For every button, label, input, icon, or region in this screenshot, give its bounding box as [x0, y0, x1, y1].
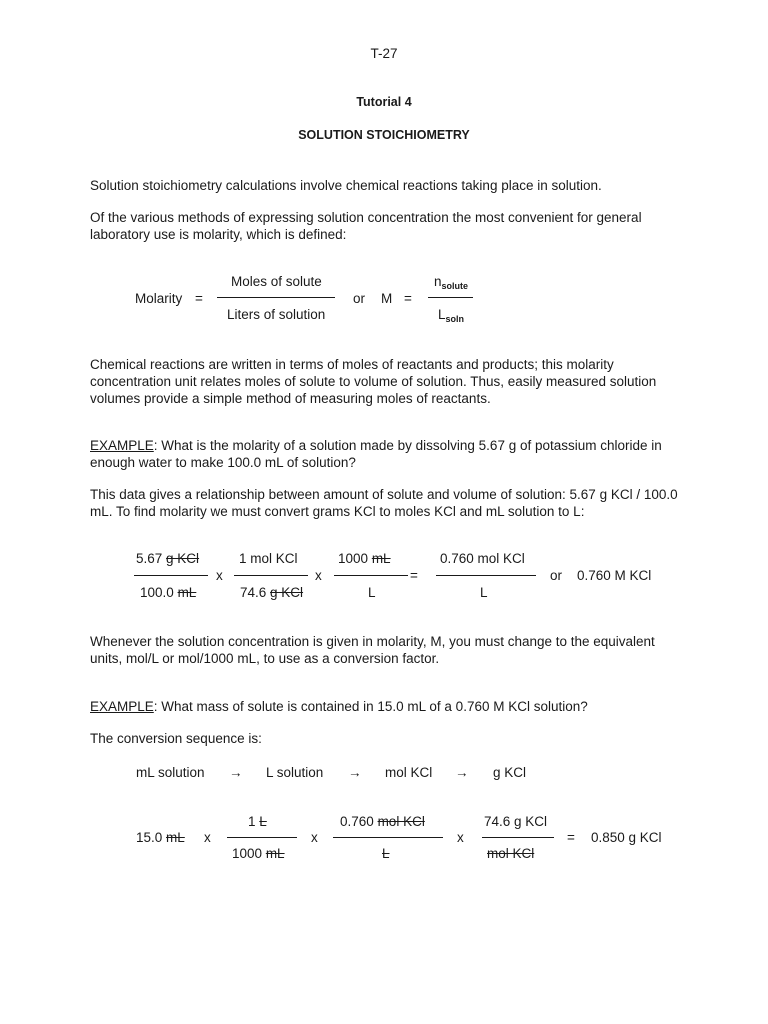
sequence-step: g KCl: [493, 765, 527, 780]
paragraph-molarity-conversion: Whenever the solution concentration is given in molarity, M, you must change to the equivalent units, mol/L or mol/1000 mL, to use as a conversion factor.: [90, 634, 655, 666]
denominator: 1000 mL: [232, 846, 285, 861]
example-text: : What is the molarity of a solution made by dissolving 5.67 g of potassium chloride in enough water to make 100.0 mL of solution?: [90, 438, 662, 470]
arrow-right-icon: →: [348, 765, 362, 780]
denominator: L: [382, 846, 390, 861]
fraction-bar: [436, 575, 536, 576]
numerator: 0.760 mol KCl: [340, 814, 425, 829]
numerator: 74.6 g KCl: [484, 814, 548, 829]
start-quantity: 15.0 mL: [136, 830, 185, 845]
paragraph-sequence-intro: The conversion sequence is:: [90, 731, 262, 746]
page-number: T-27: [370, 46, 398, 61]
fraction-bar: [227, 837, 297, 838]
denominator: mol KCl: [487, 846, 535, 861]
arrow-right-icon: →: [229, 765, 243, 780]
fraction-bar: [428, 297, 473, 298]
paragraph-reactions: Chemical reactions are written in terms of moles of reactants and products; this molarity concentration unit relates moles of solute to volume of solution. Thus, easily measured solution volumes provide a simple method of measuring moles of reactants.: [90, 357, 657, 406]
multiply-sign: x: [216, 568, 223, 583]
paragraph-intro: Solution stoichiometry calculations involve chemical reactions taking place in solution.: [90, 178, 602, 193]
result: 0.760 M KCl: [577, 568, 652, 583]
fraction-bar: [334, 575, 408, 576]
paragraph-data-relationship: This data gives a relationship between amount of solute and volume of solution: 5.67 g KCl / 100.0 mL. To find molarity we must convert grams KCl to moles KCl and mL solution to L:: [90, 487, 678, 519]
denominator: 74.6 g KCl: [240, 585, 304, 600]
numerator: 0.760 mol KCl: [440, 551, 525, 566]
paragraph-molarity-definition: Of the various methods of expressing solution concentration the most convenient for general laboratory use is molarity, which is defined:: [90, 210, 642, 242]
multiply-sign: x: [311, 830, 318, 845]
sequence-step: mL solution: [136, 765, 205, 780]
multiply-sign: x: [457, 830, 464, 845]
example-label: EXAMPLE: [90, 699, 154, 714]
or-text: or: [550, 568, 563, 583]
tutorial-title: Tutorial 4: [356, 95, 412, 109]
result: 0.850 g KCl: [591, 830, 662, 845]
or-text: or: [353, 291, 366, 306]
sequence-step: mol KCl: [385, 765, 433, 780]
equals-sign: =: [567, 830, 575, 845]
example-label: EXAMPLE: [90, 438, 154, 453]
denominator: L: [368, 585, 376, 600]
m-symbol: M: [381, 291, 393, 306]
multiply-sign: x: [315, 568, 322, 583]
numerator: 1 L: [248, 814, 267, 829]
fraction-bar: [234, 575, 308, 576]
denominator: 100.0 mL: [140, 585, 197, 600]
numerator: 1000 mL: [338, 551, 391, 566]
fraction-numerator: Moles of solute: [231, 274, 322, 289]
example-2: [90, 698, 690, 715]
l-soln: $L_{soln}$: [438, 307, 465, 324]
fraction-bar: [217, 297, 335, 298]
arrow-right-icon: →: [455, 765, 469, 780]
sequence-step: L solution: [266, 765, 324, 780]
fraction-denominator: Liters of solution: [227, 307, 326, 322]
fraction-bar: [482, 837, 554, 838]
fraction-bar: [134, 575, 208, 576]
numerator: 5.67 g KCl: [136, 551, 200, 566]
example-1: [90, 437, 680, 471]
denominator: L: [480, 585, 488, 600]
equals-sign: =: [404, 291, 412, 306]
section-title: SOLUTION STOICHIOMETRY: [298, 128, 470, 142]
equals-sign: =: [410, 568, 418, 583]
fraction-bar: [333, 837, 443, 838]
molarity-label: Molarity: [135, 291, 183, 306]
numerator: 1 mol KCl: [239, 551, 298, 566]
multiply-sign: x: [204, 830, 211, 845]
equals-sign: =: [195, 291, 203, 306]
n-solute: $n_{solute}$: [434, 274, 469, 291]
example-text: : What mass of solute is contained in 15.0 mL of a 0.760 M KCl solution?: [153, 699, 588, 714]
